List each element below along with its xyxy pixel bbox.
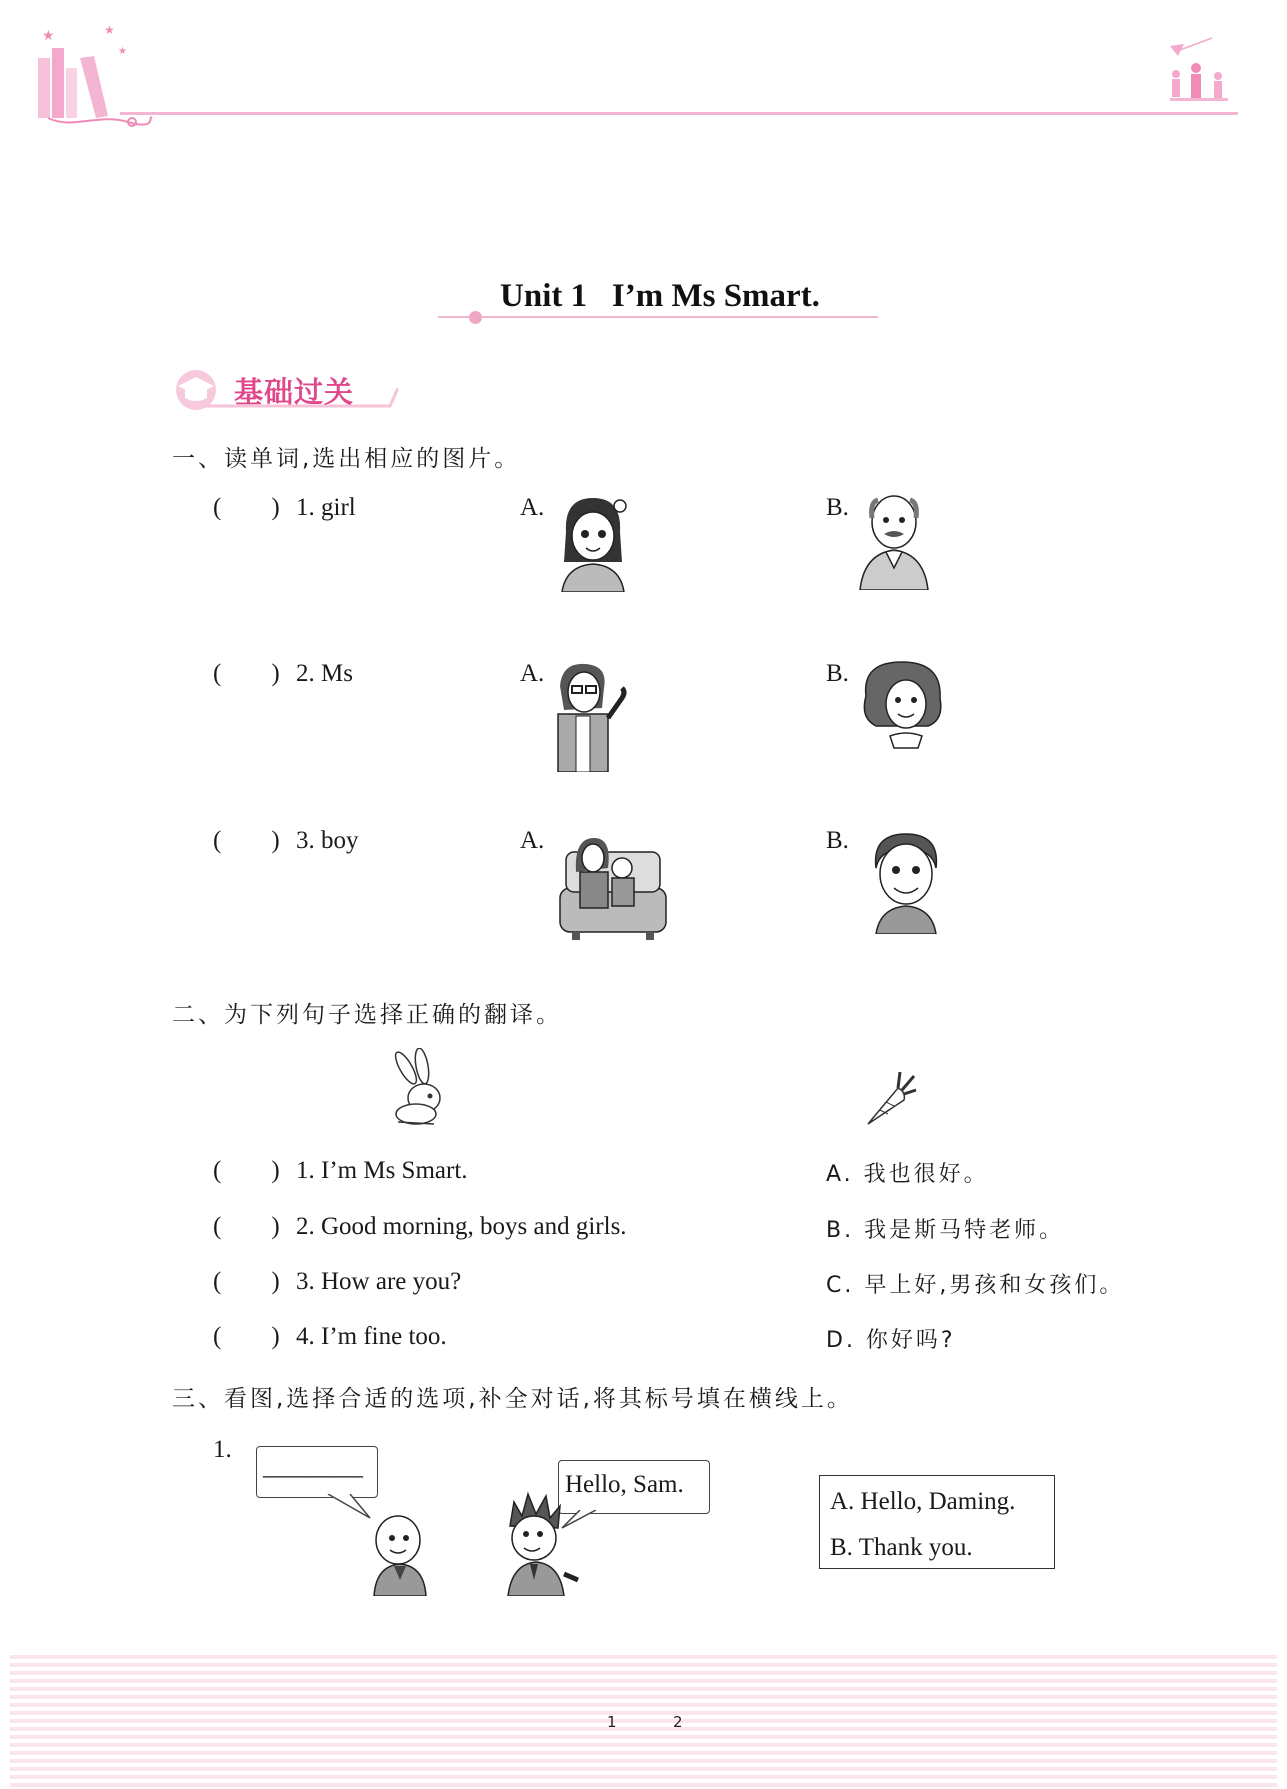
speech-text: Hello, Sam. xyxy=(565,1471,684,1498)
dialog-option-a: A. Hello, Daming. xyxy=(830,1488,1016,1515)
teacher-woman-icon[interactable] xyxy=(552,658,632,772)
sentence-item: 2. Good morning, boys and girls. xyxy=(296,1213,627,1240)
curly-hair-girl-icon[interactable] xyxy=(856,656,950,750)
page-title-wrap xyxy=(440,278,880,315)
word-item: 3. boy xyxy=(296,827,359,854)
answer-bracket[interactable]: ( ) xyxy=(213,1323,280,1350)
section-label: 基础过关 xyxy=(234,375,355,409)
option-a-label: A. xyxy=(520,494,545,521)
boy-icon[interactable] xyxy=(866,828,946,934)
option-b-label: B. xyxy=(826,827,849,854)
girl-icon[interactable] xyxy=(552,492,634,592)
sentence-item: 1. I’m Ms Smart. xyxy=(296,1157,468,1184)
old-man-icon[interactable] xyxy=(856,488,932,590)
header-rule xyxy=(120,112,1238,115)
answer-bracket[interactable]: ( ) xyxy=(213,827,280,854)
answer-bracket[interactable]: ( ) xyxy=(213,1213,280,1240)
translation-option: C. 早上好,男孩和女孩们。 xyxy=(826,1273,1125,1298)
mother-child-sofa-icon[interactable] xyxy=(556,832,670,942)
page-title: Unit 1 I’m Ms Smart. xyxy=(500,278,820,314)
sentence-item: 3. How are you? xyxy=(296,1268,462,1295)
translation-option: B. 我是斯马特老师。 xyxy=(826,1218,1065,1243)
answer-bracket[interactable]: ( ) xyxy=(213,494,280,521)
part1-heading: 一、读单词,选出相应的图片。 xyxy=(172,446,521,472)
translation-option: D. 你好吗? xyxy=(826,1328,956,1353)
books-stars-icon xyxy=(28,18,158,133)
carrot-icon xyxy=(860,1070,918,1126)
svg-text:★: ★ xyxy=(104,23,115,37)
svg-text:★: ★ xyxy=(118,46,127,57)
option-b-label: B. xyxy=(826,660,849,687)
options-box xyxy=(819,1475,1055,1569)
part2-heading: 二、为下列句子选择正确的翻译。 xyxy=(172,1002,562,1028)
page-number-left: 1 xyxy=(607,1713,617,1731)
option-b-label: B. xyxy=(826,494,849,521)
spiky-hair-boy-icon xyxy=(498,1488,582,1596)
page-number-right: 2 xyxy=(673,1713,683,1731)
word-item: 1. girl xyxy=(296,494,356,521)
answer-blank[interactable]: ________ xyxy=(263,1453,363,1480)
answer-bracket[interactable]: ( ) xyxy=(213,660,280,687)
answer-bracket[interactable]: ( ) xyxy=(213,1157,280,1184)
word-item: 2. Ms xyxy=(296,660,353,687)
blank-speech-bubble xyxy=(256,1446,378,1498)
title-underline xyxy=(438,316,878,318)
part3-heading: 三、看图,选择合适的选项,补全对话,将其标号填在横线上。 xyxy=(172,1386,853,1412)
footer-band xyxy=(10,1655,1277,1789)
option-a-label: A. xyxy=(520,660,545,687)
dialog-option-b: B. Thank you. xyxy=(830,1534,973,1561)
option-a-label: A. xyxy=(520,827,545,854)
sentence-item: 4. I’m fine too. xyxy=(296,1323,447,1350)
rabbit-icon xyxy=(388,1048,458,1128)
translation-option: A. 我也很好。 xyxy=(826,1162,989,1187)
item-number: 1. xyxy=(213,1436,232,1463)
answer-bracket[interactable]: ( ) xyxy=(213,1268,280,1295)
title-dot-icon xyxy=(469,311,482,324)
bald-boy-icon xyxy=(368,1510,434,1596)
svg-text:★: ★ xyxy=(42,28,55,44)
kids-kite-icon xyxy=(1160,36,1240,116)
